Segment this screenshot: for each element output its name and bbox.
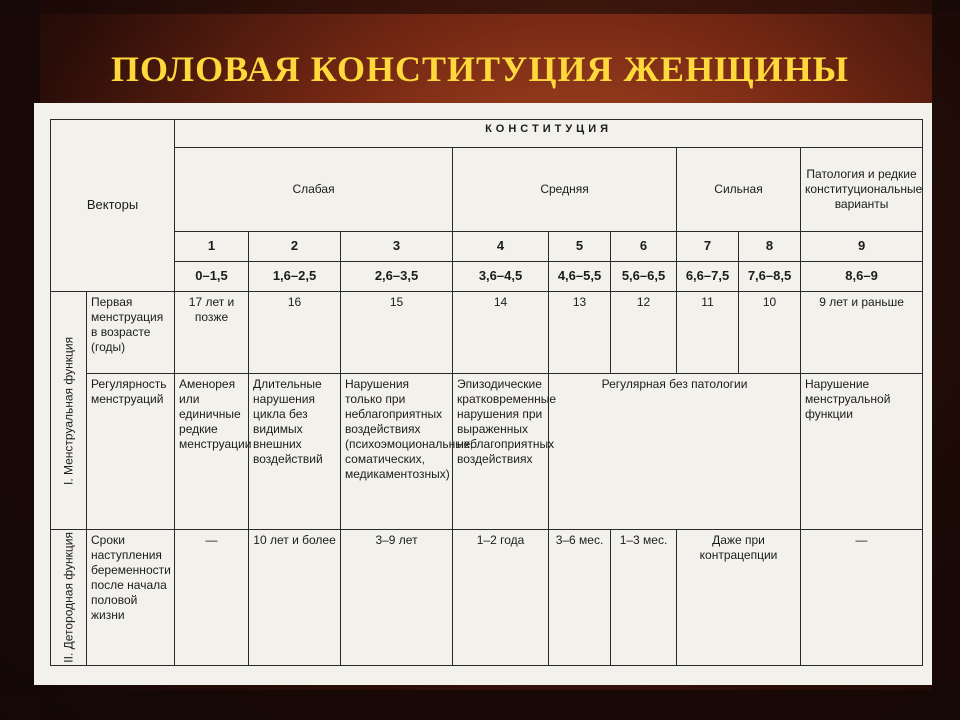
section-reproductive-function: II. Детородная функция	[51, 530, 87, 666]
constitution-table-sheet	[34, 103, 932, 685]
first-mens-value: 9 лет и раньше	[801, 292, 923, 374]
const-number: 1	[175, 232, 249, 262]
const-range: 3,6–4,5	[453, 262, 549, 292]
first-mens-value: 11	[677, 292, 739, 374]
const-number: 5	[549, 232, 611, 262]
regularity-c2: Длительные нарушения цикла без видимых внешних воздействий	[249, 374, 341, 530]
pregnancy-c7-8: Даже при контрацепции	[677, 530, 801, 666]
const-range: 1,6–2,5	[249, 262, 341, 292]
first-mens-value: 14	[453, 292, 549, 374]
constitution-table	[50, 119, 923, 666]
pregnancy-c3: 3–9 лет	[341, 530, 453, 666]
ground-silhouette	[0, 690, 960, 720]
slide-title: ПОЛОВАЯ КОНСТИТУЦИЯ ЖЕНЩИНЫ	[111, 49, 849, 89]
const-range: 2,6–3,5	[341, 262, 453, 292]
pregnancy-c5: 3–6 мес.	[549, 530, 611, 666]
const-number: 9	[801, 232, 923, 262]
group-strong: Сильная	[677, 148, 801, 232]
row-label-first-menstruation: Первая менструация в возрасте (годы)	[87, 292, 175, 374]
row-label-pregnancy-timing: Сроки наступления беременности после начала половой жизни	[87, 530, 175, 666]
row-label-regularity: Регулярность менструаций	[87, 374, 175, 530]
pregnancy-c2: 10 лет и более	[249, 530, 341, 666]
const-number: 3	[341, 232, 453, 262]
constitution-header: КОНСТИТУЦИЯ	[175, 120, 923, 148]
const-number: 4	[453, 232, 549, 262]
regularity-c3: Нарушения только при неблагоприятных воздействиях (психоэмоциональных, соматических, медикаментозных)	[341, 374, 453, 530]
group-medium: Средняя	[453, 148, 677, 232]
pregnancy-c6: 1–3 мес.	[611, 530, 677, 666]
first-mens-value: 16	[249, 292, 341, 374]
const-range: 4,6–5,5	[549, 262, 611, 292]
pregnancy-c4: 1–2 года	[453, 530, 549, 666]
first-mens-value: 17 лет и позже	[175, 292, 249, 374]
group-pathology: Патология и редкие конституциональные варианты	[801, 148, 923, 232]
vectors-header	[51, 120, 175, 292]
regularity-c4: Эпизодические кратковременные нарушения при выраженных неблагоприятных воздействиях	[453, 374, 549, 530]
regularity-c9: Нарушение менструальной функции	[801, 374, 923, 530]
const-number: 7	[677, 232, 739, 262]
const-range: 7,6–8,5	[739, 262, 801, 292]
first-mens-value: 12	[611, 292, 677, 374]
palm-silhouette-right	[932, 0, 960, 720]
vectors-header-label: Векторы	[86, 197, 139, 213]
pregnancy-c1: —	[175, 530, 249, 666]
first-mens-value: 15	[341, 292, 453, 374]
first-mens-value: 13	[549, 292, 611, 374]
const-number: 8	[739, 232, 801, 262]
regularity-c5-8: Регулярная без патологии	[549, 374, 801, 530]
section-menstrual-function: I. Менструальная функция	[51, 292, 87, 530]
const-range: 5,6–6,5	[611, 262, 677, 292]
group-weak: Слабая	[175, 148, 453, 232]
const-number: 2	[249, 232, 341, 262]
pregnancy-c9: —	[801, 530, 923, 666]
const-number: 6	[611, 232, 677, 262]
const-range: 8,6–9	[801, 262, 923, 292]
palm-fronds-top	[0, 0, 960, 14]
regularity-c1: Аменорея или единичные редкие менструации	[175, 374, 249, 530]
first-mens-value: 10	[739, 292, 801, 374]
const-range: 0–1,5	[175, 262, 249, 292]
const-range: 6,6–7,5	[677, 262, 739, 292]
